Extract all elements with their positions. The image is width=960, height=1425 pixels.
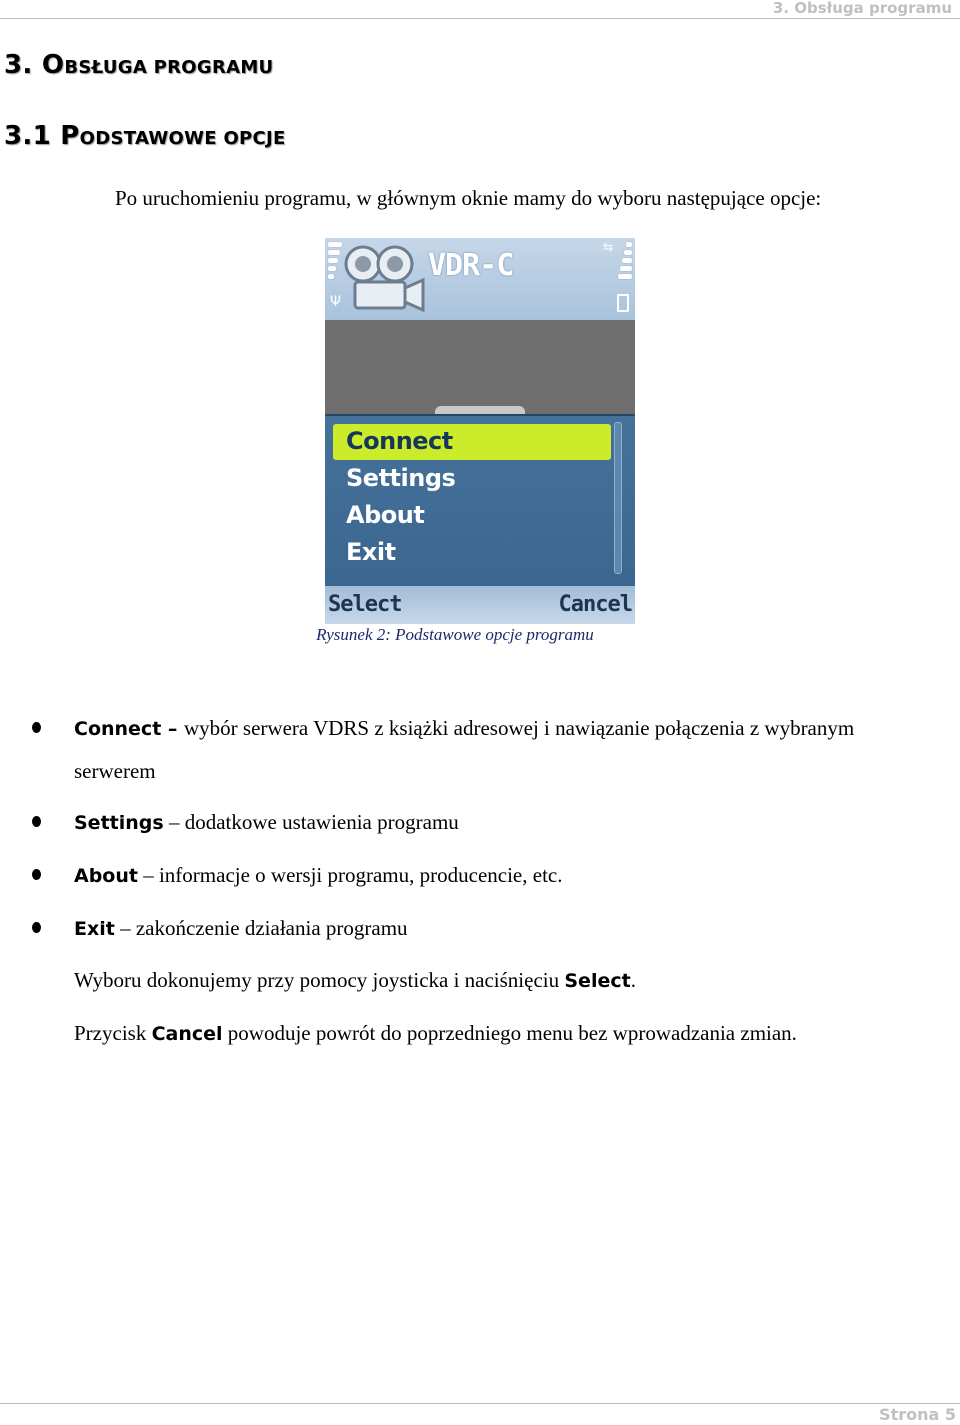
select-paragraph: Wyboru dokonujemy przy pomocy joysticka i naciśnięciu Select. [74, 968, 636, 992]
cancel-paragraph: Przycisk Cancel powoduje powrót do poprzedniego menu bez wprowadzania zmian. [74, 1021, 797, 1045]
bullet-icon [32, 722, 41, 733]
cancel-softkey[interactable]: Cancel [558, 592, 632, 617]
bullet-icon [32, 869, 41, 880]
antenna-icon: Ψ [330, 294, 342, 310]
footer-rule [0, 1403, 960, 1404]
camera-icon [343, 244, 427, 314]
select-softkey[interactable]: Select [328, 592, 402, 617]
intro-paragraph: Po uruchomieniu programu, w głównym oknie mamy do wyboru następujące opcje: [115, 186, 822, 210]
list-item-exit: Exit – zakończenie działania programu [32, 907, 952, 950]
list-item-connect: Connect – wybór serwera VDRS z książki adresowej i nawiązanie połączenia z wybranym serwerem [32, 707, 952, 792]
options-menu [325, 414, 635, 588]
signal-icon [328, 242, 344, 282]
app-title: VDR-C [428, 248, 514, 283]
phone-screenshot [325, 238, 635, 624]
menu-scrollbar[interactable] [614, 422, 622, 574]
menu-item-connect[interactable]: Connect [346, 427, 453, 455]
running-header: 3. Obsługa programu [772, 0, 952, 17]
figure-caption: Rysunek 2: Podstawowe opcje programu [316, 625, 594, 644]
menu-item-about[interactable]: About [346, 501, 425, 529]
phone-background [325, 320, 635, 414]
page-number: Strona 5 [879, 1405, 956, 1424]
battery-level-icon [616, 242, 632, 282]
header-rule [0, 18, 960, 19]
section-heading: 3. OBSŁUGA PROGRAMU [4, 50, 274, 80]
phone-status-area [325, 238, 635, 320]
list-item-settings: Settings – dodatkowe ustawienia programu [32, 801, 952, 844]
data-transfer-icon: ⇆ [602, 240, 613, 254]
battery-icon [617, 294, 629, 312]
subsection-heading: 3.1 PODSTAWOWE OPCJE [4, 121, 286, 151]
bullet-icon [32, 922, 41, 933]
list-item-about: About – informacje o wersji programu, producencie, etc. [32, 854, 952, 897]
bullet-icon [32, 816, 41, 827]
menu-item-exit[interactable]: Exit [346, 538, 396, 566]
softkey-bar [325, 586, 635, 624]
menu-item-settings[interactable]: Settings [346, 464, 456, 492]
